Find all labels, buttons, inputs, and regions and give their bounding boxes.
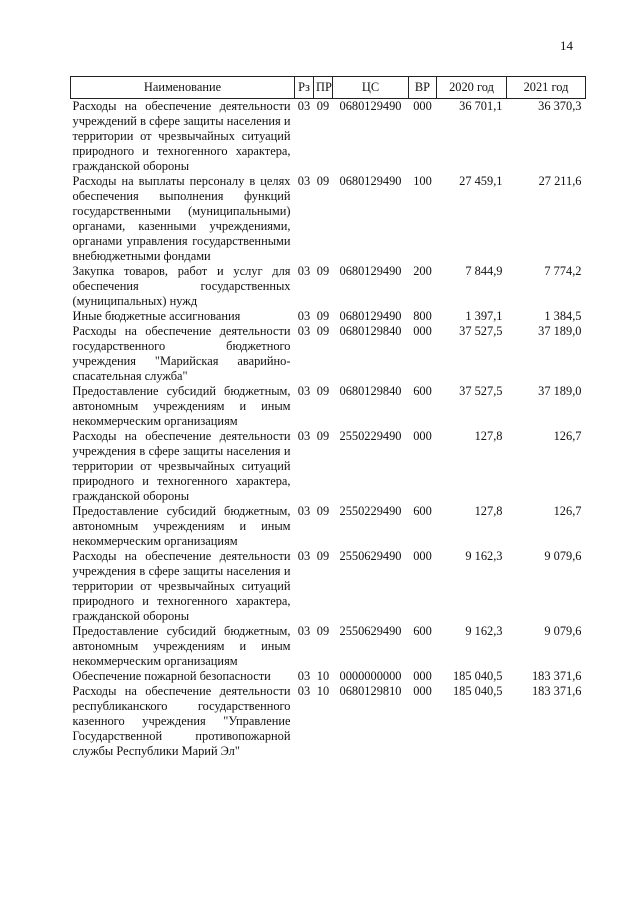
header-name: Наименование <box>71 77 295 99</box>
row-cs: 0680129490 <box>339 309 402 323</box>
header-vr: ВР <box>409 77 437 99</box>
row-vr: 000 <box>413 684 432 698</box>
row-pr: 09 <box>316 504 330 518</box>
row-2021-value: 36 370,3 <box>538 99 582 113</box>
row-2021-value: 37 189,0 <box>538 324 582 338</box>
row-name: Предоставление субсидий бюджетным, автономным учреждениям и иным некоммерческим организациям <box>72 504 291 548</box>
row-name: Предоставление субсидий бюджетным, автономным учреждениям и иным некоммерческим организациям <box>72 384 291 428</box>
row-pr: 09 <box>316 549 330 563</box>
row-name: Предоставление субсидий бюджетным, автономным учреждениям и иным некоммерческим организациям <box>72 624 291 668</box>
row-2020-value: 185 040,5 <box>452 669 503 683</box>
row-cs: 0680129840 <box>339 384 402 398</box>
row-2020-value: 9 162,3 <box>465 624 503 638</box>
row-rz: 03 <box>297 174 311 188</box>
row-vr: 000 <box>413 99 432 113</box>
row-2021-value: 1 384,5 <box>544 309 582 323</box>
row-pr: 09 <box>316 384 330 398</box>
table-row <box>71 324 586 384</box>
header-2021: 2021 год <box>507 77 586 99</box>
row-cs: 2550629490 <box>339 624 402 638</box>
row-2020-value: 185 040,5 <box>452 684 503 698</box>
row-2020-value: 37 527,5 <box>459 384 503 398</box>
page-number: 14 <box>560 38 573 53</box>
row-rz: 03 <box>297 429 311 443</box>
table-row <box>71 384 586 429</box>
row-2020-value: 127,8 <box>474 504 503 518</box>
row-pr: 09 <box>316 624 330 638</box>
row-vr: 600 <box>413 504 432 518</box>
row-rz: 03 <box>297 309 311 323</box>
row-name: Расходы на обеспечение деятельности учреждения в сфере защиты населения и территории от чрезвычайных ситуаций природного и техногенного характера, гражданской обороны <box>72 549 291 623</box>
row-2021-value: 37 189,0 <box>538 384 582 398</box>
row-2020-value: 27 459,1 <box>459 174 503 188</box>
table-row <box>71 174 586 264</box>
row-vr: 000 <box>413 669 432 683</box>
table-header <box>71 77 586 99</box>
row-2021-value: 9 079,6 <box>544 549 582 563</box>
row-rz: 03 <box>297 504 311 518</box>
row-2021-value: 126,7 <box>553 429 582 443</box>
header-cs: ЦС <box>333 77 409 99</box>
row-2021-value: 7 774,2 <box>544 264 582 278</box>
row-2021-value: 126,7 <box>553 504 582 518</box>
row-vr: 200 <box>413 264 432 278</box>
header-rz: Рз <box>295 77 314 99</box>
row-cs: 0000000000 <box>339 669 402 683</box>
row-name: Расходы на обеспечение деятельности учреждений в сфере защиты населения и территории от чрезвычайных ситуаций природного и техногенного характера, гражданской обороны <box>72 99 291 173</box>
row-pr: 09 <box>316 324 330 338</box>
row-cs: 0680129490 <box>339 174 402 188</box>
table-row <box>71 684 586 759</box>
table-row <box>71 669 586 684</box>
row-vr: 600 <box>413 384 432 398</box>
row-2020-value: 36 701,1 <box>459 99 503 113</box>
row-pr: 10 <box>316 669 330 683</box>
row-vr: 100 <box>413 174 432 188</box>
row-cs: 0680129490 <box>339 99 402 113</box>
row-rz: 03 <box>297 384 311 398</box>
row-name: Расходы на обеспечение деятельности государственного бюджетного учреждения "Марийская аварийно-спасательная служба" <box>72 324 291 383</box>
row-pr: 09 <box>316 429 330 443</box>
row-pr: 09 <box>316 264 330 278</box>
row-vr: 000 <box>413 324 432 338</box>
row-2021-value: 183 371,6 <box>531 684 582 698</box>
row-2021-value: 9 079,6 <box>544 624 582 638</box>
row-vr: 600 <box>413 624 432 638</box>
row-cs: 2550229490 <box>339 504 402 518</box>
row-2020-value: 37 527,5 <box>459 324 503 338</box>
row-rz: 03 <box>297 684 311 698</box>
row-2020-value: 127,8 <box>474 429 503 443</box>
header-2020: 2020 год <box>437 77 507 99</box>
row-pr: 09 <box>316 309 330 323</box>
row-rz: 03 <box>297 324 311 338</box>
row-cs: 2550229490 <box>339 429 402 443</box>
row-pr: 10 <box>316 684 330 698</box>
row-2021-value: 27 211,6 <box>538 174 582 188</box>
table-row <box>71 264 586 309</box>
row-2020-value: 9 162,3 <box>465 549 503 563</box>
header-pr: ПР <box>314 77 333 99</box>
row-rz: 03 <box>297 624 311 638</box>
row-rz: 03 <box>297 669 311 683</box>
row-vr: 800 <box>413 309 432 323</box>
row-name: Расходы на обеспечение деятельности учреждения в сфере защиты населения и территории от чрезвычайных ситуаций природного и техногенного характера, гражданской обороны <box>72 429 291 503</box>
row-2020-value: 1 397,1 <box>465 309 503 323</box>
row-pr: 09 <box>316 99 330 113</box>
table-body <box>71 99 586 760</box>
table-row <box>71 504 586 549</box>
row-name: Расходы на выплаты персоналу в целях обеспечения выполнения функций государственными (муниципальными) органами, казенными учреждениями, органами управления государственными внебюджетными фондами <box>72 174 291 263</box>
table-row <box>71 99 586 175</box>
table-row <box>71 309 586 324</box>
row-vr: 000 <box>413 549 432 563</box>
row-cs: 0680129810 <box>339 684 402 698</box>
row-rz: 03 <box>297 549 311 563</box>
row-rz: 03 <box>297 99 311 113</box>
row-pr: 09 <box>316 174 330 188</box>
row-name: Расходы на обеспечение деятельности республиканского государственного казенного учреждения "Управление Государственной противопожарной службы Республики Марий Эл" <box>72 684 291 758</box>
row-2021-value: 183 371,6 <box>531 669 582 683</box>
row-vr: 000 <box>413 429 432 443</box>
row-cs: 0680129840 <box>339 324 402 338</box>
row-cs: 2550629490 <box>339 549 402 563</box>
row-rz: 03 <box>297 264 311 278</box>
table-row <box>71 429 586 504</box>
row-name: Закупка товаров, работ и услуг для обеспечения государственных (муниципальных) нужд <box>72 264 291 308</box>
table-row <box>71 624 586 669</box>
table-row <box>71 549 586 624</box>
row-name: Обеспечение пожарной безопасности <box>72 669 271 683</box>
budget-table <box>70 76 586 759</box>
row-2020-value: 7 844,9 <box>465 264 503 278</box>
row-cs: 0680129490 <box>339 264 402 278</box>
row-name: Иные бюджетные ассигнования <box>72 309 241 323</box>
